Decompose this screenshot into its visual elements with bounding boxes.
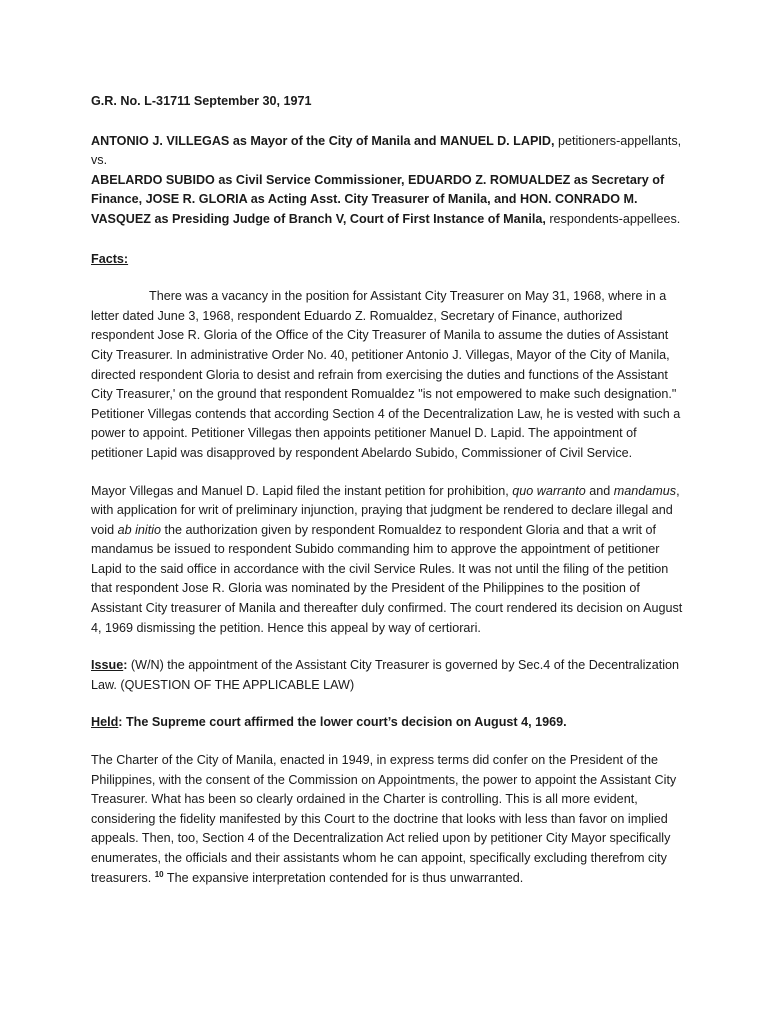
respondents-names: ABELARDO SUBIDO as Civil Service Commissioner, EDUARDO Z. ROMUALDEZ as Secretary of Finance, JOSE R. GLORIA as Acting Asst. City Treasurer of Manila, and HON. CONRADO M. VASQUEZ as Presiding Judge of Branch V, Court of First Instance of Manila, <box>91 172 665 226</box>
facts-paragraph-1: There was a vacancy in the position for Assistant City Treasurer on May 31, 1968, where in a letter dated June 3, 1968, respondent Eduardo Z. Romualdez, Secretary of Finance, authorized respondent Jose R. Gloria of the Office of the City Treasurer of Manila to assume the duties of Assistant City Treasurer. In administrative Order No. 40, petitioner Antonio J. Villegas, Mayor of the City of Manila, directed respondent Gloria to desist and refrain from exercising the duties and functions of the Assistant City Treasurer,' on the ground that respondent Romualdez "is not empowered to make such designation." Petitioner Villegas contends that according Section 4 of the Decentralization Law, he is vested with such a power to appoint. Petitioner Villegas then appoints petitioner Manuel D. Lapid. The appointment of petitioner Lapid was disapproved by respondent Abelardo Subido, Commissioner of Civil Service. <box>91 289 681 460</box>
issue-colon: : <box>123 658 128 673</box>
facts-p2-ab-initio: ab initio <box>117 522 162 537</box>
petitioners-names: ANTONIO J. VILLEGAS as Mayor of the City of Manila and MANUEL D. LAPID, <box>91 133 555 148</box>
facts-heading: Facts: <box>91 251 129 266</box>
case-parties <box>91 132 686 230</box>
facts-p2-text-2: , with application for writ of preliminary injunction, praying that judgment be rendered to declare illegal and void <box>91 483 680 537</box>
ruling-tail: The expansive interpretation contended for is thus unwarranted. <box>163 870 524 885</box>
ruling-paragraph <box>91 751 686 888</box>
held-label: Held <box>91 715 119 730</box>
facts-paragraph-2 <box>91 482 686 639</box>
issue-label: Issue <box>91 658 124 673</box>
facts-p2-text-3: the authorization given by respondent Romualdez to respondent Gloria and that a writ of mandamus be issued to respondent Subido commanding him to approve the appointment of petitioner Lapid to the said office in accordance with the civil Service Rules. It was not until the filing of the petition that respondent Jose R. Gloria was nominated by the President of the Philippines to the position of Assistant City treasurer of Manila and thereafter duly confirmed. The court rendered its decision on August 4, 1969 dismissing the petition. Hence this appeal by way of certiorari. <box>91 522 683 635</box>
issue-paragraph <box>91 656 686 695</box>
ruling-text: The Charter of the City of Manila, enacted in 1949, in express terms did confer on the President of the Philippines, with the consent of the Commission on Appointments, the power to appoint the Assistant City Treasurer. What has been so clearly ordained in the Charter is controlling. This is all more evident, considering the fidelity manifested by this Court to the doctrine that looks with less than favor on implied appeals. Then, too, Section 4 of the Decentralization Act relied upon by petitioner City Mayor specifically enumerates, the officials and their assistants whom he can appoint, specifically excluding therefrom city treasurers. <box>91 753 677 885</box>
facts-p2-and: and <box>585 483 614 498</box>
case-number: G.R. No. L-31711 September 30, 1971 <box>91 94 312 108</box>
facts-p2-text-1: Mayor Villegas and Manuel D. Lapid filed the instant petition for prohibition, <box>91 483 513 498</box>
document-page <box>91 92 686 906</box>
facts-p2-quo-warranto: quo warranto <box>512 483 586 498</box>
issue-text: (W/N) the appointment of the Assistant City Treasurer is governed by Sec.4 of the Decentralization Law. (QUESTION OF THE APPLICABLE LAW) <box>91 658 680 692</box>
footnote-marker: 10 <box>154 869 164 879</box>
facts-p2-mandamus: mandamus <box>613 483 677 498</box>
held-paragraph <box>91 713 686 733</box>
versus-label: vs. <box>91 153 108 168</box>
petitioners-role: petitioners-appellants, <box>554 133 682 148</box>
respondents-role: respondents-appellees. <box>545 211 681 226</box>
held-text: : The Supreme court affirmed the lower court’s decision on August 4, 1969. <box>118 715 567 730</box>
